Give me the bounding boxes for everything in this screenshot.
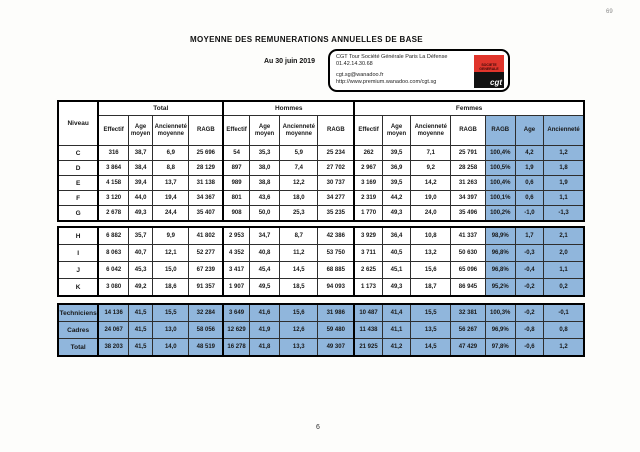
cell: 15,0 [153,262,189,279]
cell: 41,8 [249,339,279,357]
cell: 13,3 [280,339,318,357]
cell: 42 386 [318,227,354,245]
table-row [58,176,584,191]
table-row [58,262,584,279]
cell: 3 080 [98,279,128,297]
cell: -0,3 [515,245,543,262]
cell: 44,2 [382,191,410,206]
cell: 40,8 [249,245,279,262]
cell: 1,1 [544,191,584,206]
contact-line-phone: 01.42.14.30.68 [336,61,373,67]
table-row [58,146,584,161]
cell: 28 129 [189,161,223,176]
cell: 41,5 [129,322,153,339]
table-row [58,339,584,357]
cell: 25 696 [189,146,223,161]
cell: 50,0 [249,206,279,222]
cell: 11,2 [280,245,318,262]
cell: 41,9 [249,322,279,339]
cell: 18,5 [280,279,318,297]
cell: 25,3 [280,206,318,222]
cell: 897 [223,161,249,176]
cell: 14,2 [411,176,451,191]
cell: -0,2 [515,279,543,297]
cell: 12,6 [280,322,318,339]
cell: 3 649 [223,304,249,322]
cell: 54 [223,146,249,161]
header-total-age: Age moyen [129,116,153,146]
cell: 1,8 [544,161,584,176]
cell: 30 737 [318,176,354,191]
page-number: 6 [316,424,320,431]
header-femmes-ragb: RAGB [451,116,485,146]
row-label: G [58,206,98,222]
cell: 100,5% [485,161,515,176]
cell: 65 096 [451,262,485,279]
cell: 5,9 [280,146,318,161]
date-label: Au 30 juin 2019 [264,58,315,65]
cell: 4 158 [98,176,128,191]
cell: 38,0 [249,161,279,176]
cell: 3 417 [223,262,249,279]
cell: 49 307 [318,339,354,357]
row-label: E [58,176,98,191]
cell: 8,8 [153,161,189,176]
header-hommes-anciennete: Ancienneté moyenne [280,116,318,146]
cell: 16 278 [223,339,249,357]
cell: 31 986 [318,304,354,322]
cell: 18,6 [153,279,189,297]
table-row [58,304,584,322]
cell: 35 496 [451,206,485,222]
row-label: J [58,262,98,279]
cell: 18,7 [411,279,451,297]
cell: 45,4 [249,262,279,279]
header-hommes-effectif: Effectif [223,116,249,146]
cell: 96,9% [485,322,515,339]
cell: 316 [98,146,128,161]
header-femmes-age: Age moyen [382,116,410,146]
cell: 801 [223,191,249,206]
cell: 86 945 [451,279,485,297]
table-block-2 [57,226,585,297]
cell: 94 093 [318,279,354,297]
cell: 908 [223,206,249,222]
header-femmes-anciennete: Ancienneté moyenne [411,116,451,146]
cell: 41,4 [382,304,410,322]
cell: 45,1 [382,262,410,279]
cell: 2 678 [98,206,128,222]
cell: 40,7 [129,245,153,262]
header-group-hommes: Hommes [223,101,354,116]
cell: 15,5 [153,304,189,322]
cell: 100,4% [485,176,515,191]
cell: 58 056 [189,322,223,339]
cell: 12,2 [280,176,318,191]
table-row [58,279,584,297]
table-row [58,322,584,339]
cell: 1,2 [544,339,584,357]
row-label: H [58,227,98,245]
cell: 15,5 [411,304,451,322]
cell: 47 429 [451,339,485,357]
cell: 100,2% [485,206,515,222]
cell: 34 277 [318,191,354,206]
cell: 2 319 [354,191,382,206]
cell: 4 352 [223,245,249,262]
cell: 41,1 [382,322,410,339]
cell: 34 397 [451,191,485,206]
cell: 91 357 [189,279,223,297]
cell: 31 263 [451,176,485,191]
cell: 9,9 [153,227,189,245]
cell: -0,4 [515,262,543,279]
cell: 32 381 [451,304,485,322]
cell: 44,0 [129,191,153,206]
cell: 34,7 [249,227,279,245]
contact-line-org: CGT Tour Société Générale Paris La Défense [336,54,448,60]
cell: 100,3% [485,304,515,322]
cell: 68 885 [318,262,354,279]
cell: 6 882 [98,227,128,245]
cell: 1,2 [544,146,584,161]
cell: 12,1 [153,245,189,262]
cell: 9,2 [411,161,451,176]
cell: 15,6 [280,304,318,322]
cell: 14,5 [411,339,451,357]
row-label: Total [58,339,98,357]
cell: 0,8 [544,322,584,339]
cell: 35,7 [129,227,153,245]
table-block-1 [57,100,585,222]
cell: 0,6 [515,191,543,206]
cell: 40,5 [382,245,410,262]
cell: 100,1% [485,191,515,206]
row-label: C [58,146,98,161]
cell: 12 629 [223,322,249,339]
cell: 35,3 [249,146,279,161]
cell: 10 487 [354,304,382,322]
cell: -1,0 [515,206,543,222]
cell: 28 258 [451,161,485,176]
cell: 4,2 [515,146,543,161]
cell: 3 711 [354,245,382,262]
cell: 32 284 [189,304,223,322]
cell: 1 770 [354,206,382,222]
cgt-logo [474,55,504,88]
cell: 13,0 [153,322,189,339]
cell: 67 239 [189,262,223,279]
row-label: Techniciens [58,304,98,322]
cell: 2 953 [223,227,249,245]
cell: 100,4% [485,146,515,161]
cell: 14,0 [153,339,189,357]
row-label: I [58,245,98,262]
cell: 3 864 [98,161,128,176]
cell: 2 625 [354,262,382,279]
header-total-anciennete: Ancienneté moyenne [153,116,189,146]
cell: 41 337 [451,227,485,245]
cell: 1 173 [354,279,382,297]
contact-lines [336,54,447,86]
cell: 27 702 [318,161,354,176]
contact-box [328,49,510,92]
row-label: D [58,161,98,176]
cell: -1,3 [544,206,584,222]
cell: 21 925 [354,339,382,357]
cell: 14,5 [280,262,318,279]
contact-line-email: cgt.sg@wanadoo.fr [336,72,384,78]
cell: 49,2 [129,279,153,297]
cell: 48 519 [189,339,223,357]
cell: 11 438 [354,322,382,339]
cell: 1,7 [515,227,543,245]
header-group-total: Total [98,101,223,116]
cell: 39,5 [382,176,410,191]
cell: 35 235 [318,206,354,222]
cell: 6,9 [153,146,189,161]
cell: 53 750 [318,245,354,262]
cell: 1,1 [544,262,584,279]
remuneration-table [57,100,585,357]
cell: 6 042 [98,262,128,279]
cell: 13,2 [411,245,451,262]
cell: 1 907 [223,279,249,297]
header-ecart-age: Age [515,116,543,146]
cell: 13,5 [411,322,451,339]
cell: 38,8 [249,176,279,191]
cell: 2,1 [544,227,584,245]
table-row [58,206,584,222]
cell: 97,8% [485,339,515,357]
header-ecart-anciennete: Ancienneté [544,116,584,146]
cell: 10,8 [411,227,451,245]
cell: -0,1 [544,304,584,322]
cell: 24,0 [411,206,451,222]
cell: 989 [223,176,249,191]
cell: 13,7 [153,176,189,191]
cell: 3 120 [98,191,128,206]
cell: 14 136 [98,304,128,322]
row-label: F [58,191,98,206]
cell: 25 234 [318,146,354,161]
corner-mark: 69 [606,9,613,15]
cell: 49,3 [129,206,153,222]
cell: 41,6 [249,304,279,322]
table-row [58,227,584,245]
header-ecart-ragb: RAGB [485,116,515,146]
table-block-3 [57,303,585,357]
cell: 34 367 [189,191,223,206]
cell: -0,2 [515,304,543,322]
cell: 96,8% [485,262,515,279]
cell: 50 630 [451,245,485,262]
cell: 52 277 [189,245,223,262]
cell: 98,9% [485,227,515,245]
cell: 38 203 [98,339,128,357]
row-label: K [58,279,98,297]
header-hommes-age: Age moyen [249,116,279,146]
cell: 19,4 [153,191,189,206]
cell: 56 267 [451,322,485,339]
cell: 49,3 [382,279,410,297]
cell: 41,2 [382,339,410,357]
cell: 18,0 [280,191,318,206]
cell: 2,0 [544,245,584,262]
cell: 8 063 [98,245,128,262]
header-femmes-effectif: Effectif [354,116,382,146]
cell: 43,6 [249,191,279,206]
header-hommes-ragb: RAGB [318,116,354,146]
cell: 8,7 [280,227,318,245]
cell: 35 407 [189,206,223,222]
cell: 15,6 [411,262,451,279]
header-total-effectif: Effectif [98,116,128,146]
header-group-femmes: Femmes [354,101,584,116]
cell: 41,5 [129,339,153,357]
cgt-logo-black-square: cgt [474,72,504,88]
cell: 36,4 [382,227,410,245]
cell: 59 480 [318,322,354,339]
cell: 49,3 [382,206,410,222]
cell: 2 967 [354,161,382,176]
contact-line-url: http://www.premium.wanadoo.com/cgt.sg [336,79,437,85]
cell: 31 138 [189,176,223,191]
cell: 262 [354,146,382,161]
cell: 38,4 [129,161,153,176]
cell: -0,6 [515,339,543,357]
cell: 3 929 [354,227,382,245]
row-label: Cadres [58,322,98,339]
cell: 38,7 [129,146,153,161]
cell: 41,5 [129,304,153,322]
cell: 3 169 [354,176,382,191]
cell: 41 802 [189,227,223,245]
cell: 7,1 [411,146,451,161]
cell: 1,9 [515,161,543,176]
cell: 25 791 [451,146,485,161]
cell: 19,0 [411,191,451,206]
header-total-ragb: RAGB [189,116,223,146]
cell: -0,8 [515,322,543,339]
cell: 1,9 [544,176,584,191]
page-title: MOYENNE DES REMUNERATIONS ANNUELLES DE BASE [190,35,423,44]
cell: 95,2% [485,279,515,297]
cgt-logo-red-square: SOCIETE GENERALE [474,55,504,72]
cell: 7,4 [280,161,318,176]
cell: 49,5 [249,279,279,297]
header-niveau: Niveau [58,101,98,146]
cell: 96,8% [485,245,515,262]
table-row [58,191,584,206]
cell: 0,6 [515,176,543,191]
cell: 39,5 [382,146,410,161]
table-row [58,161,584,176]
cell: 0,2 [544,279,584,297]
cell: 24 067 [98,322,128,339]
cell: 24,4 [153,206,189,222]
table-row [58,245,584,262]
cell: 39,4 [129,176,153,191]
cell: 45,3 [129,262,153,279]
cell: 36,9 [382,161,410,176]
